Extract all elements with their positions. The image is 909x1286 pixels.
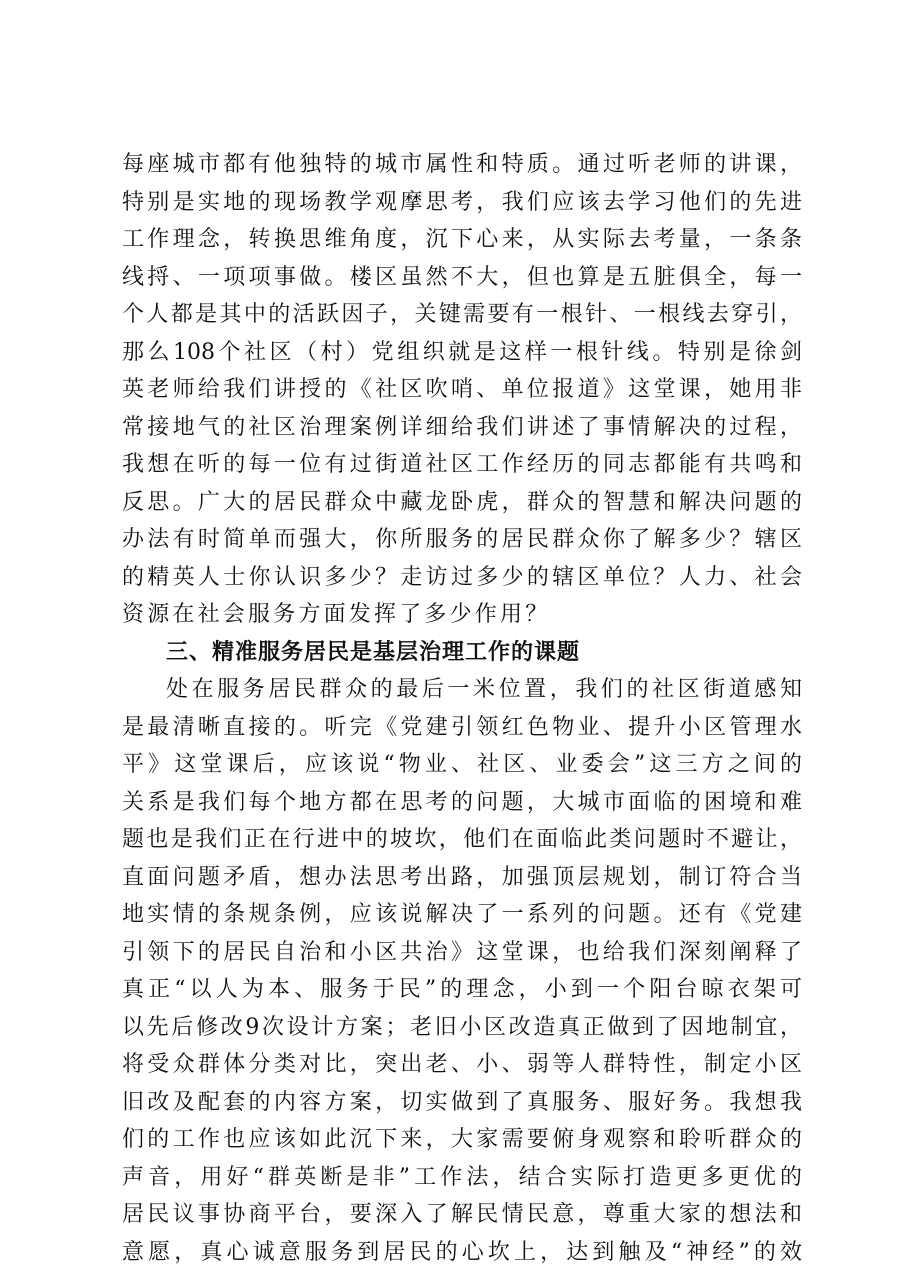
text-line: 的精英人士你认识多少？走访过多少的辖区单位？人力、社会 [122, 564, 802, 590]
body-text [122, 146, 802, 1271]
text-line: 们的工作也应该如此沉下来，大家需要俯身观察和聆听群众的 [122, 1127, 802, 1152]
text-line: 意愿，真心诚意服务到居民的心坎上，达到触及“神经”的效 [122, 1239, 802, 1265]
text-line: 地实情的条规条例，应该说解决了一系列的问题。还有《党建 [122, 902, 802, 927]
text-line: 直面问题矛盾，想办法思考出路，加强顶层规划，制订符合当 [122, 864, 802, 890]
text-line: 办法有时简单而强大，你所服务的居民群众你了解多少？辖区 [122, 527, 802, 552]
text-line: 英老师给我们讲授的《社区吹哨、单位报道》这堂课，她用非 [122, 377, 802, 402]
text-line: 将受众群体分类对比，突出老、小、弱等人群特性，制定小区 [122, 1052, 802, 1077]
text-line: 常接地气的社区治理案例详细给我们讲述了事情解决的过程， [122, 414, 802, 440]
text-line: 个人都是其中的活跃因子，关键需要有一根针、一根线去穿引， [122, 302, 802, 327]
text-line: 声音，用好“群英断是非”工作法，结合实际打造更多更优的 [122, 1164, 802, 1190]
text-line: 那么108个社区（村）党组织就是这样一根针线。特别是徐剑 [122, 339, 802, 365]
text-line: 工作理念，转换思维角度，沉下心来，从实际去考量，一条条 [122, 227, 802, 252]
text-line: 引领下的居民自治和小区共治》这堂课，也给我们深刻阐释了 [122, 939, 802, 965]
text-line: 以先后修改9次设计方案；老旧小区改造真正做到了因地制宜， [122, 1014, 802, 1040]
text-line: 我想在听的每一位有过街道社区工作经历的同志都能有共鸣和 [122, 452, 802, 477]
text-line: 平》这堂课后，应该说“物业、社区、业委会”这三方之间的 [122, 752, 802, 777]
text-line: 题也是我们正在行进中的坡坎，他们在面临此类问题时不避让， [122, 827, 802, 852]
text-line: 线捋、一项项事做。楼区虽然不大，但也算是五脏俱全，每一 [122, 264, 802, 290]
text-line: 资源在社会服务方面发挥了多少作用？ [122, 602, 551, 627]
text-line: 旧改及配套的内容方案，切实做到了真服务、服好务。我想我 [122, 1089, 802, 1115]
text-line: 是最清晰直接的。听完《党建引领红色物业、提升小区管理水 [122, 714, 802, 740]
text-line: 处在服务居民群众的最后一米位置，我们的社区街道感知 [166, 677, 802, 702]
text-line: 关系是我们每个地方都在思考的问题，大城市面临的困境和难 [122, 789, 802, 815]
section-heading: 三、精准服务居民是基层治理工作的课题 [166, 639, 581, 665]
text-line: 每座城市都有他独特的城市属性和特质。通过听老师的讲课， [122, 152, 802, 177]
text-line: 真正“以人为本、服务于民”的理念，小到一个阳台晾衣架可 [122, 977, 802, 1002]
text-line: 特别是实地的现场教学观摩思考，我们应该去学习他们的先进 [122, 189, 802, 215]
text-line: 反思。广大的居民群众中藏龙卧虎，群众的智慧和解决问题的 [122, 489, 802, 515]
text-line: 居民议事协商平台，要深入了解民情民意，尊重大家的想法和 [122, 1202, 802, 1227]
